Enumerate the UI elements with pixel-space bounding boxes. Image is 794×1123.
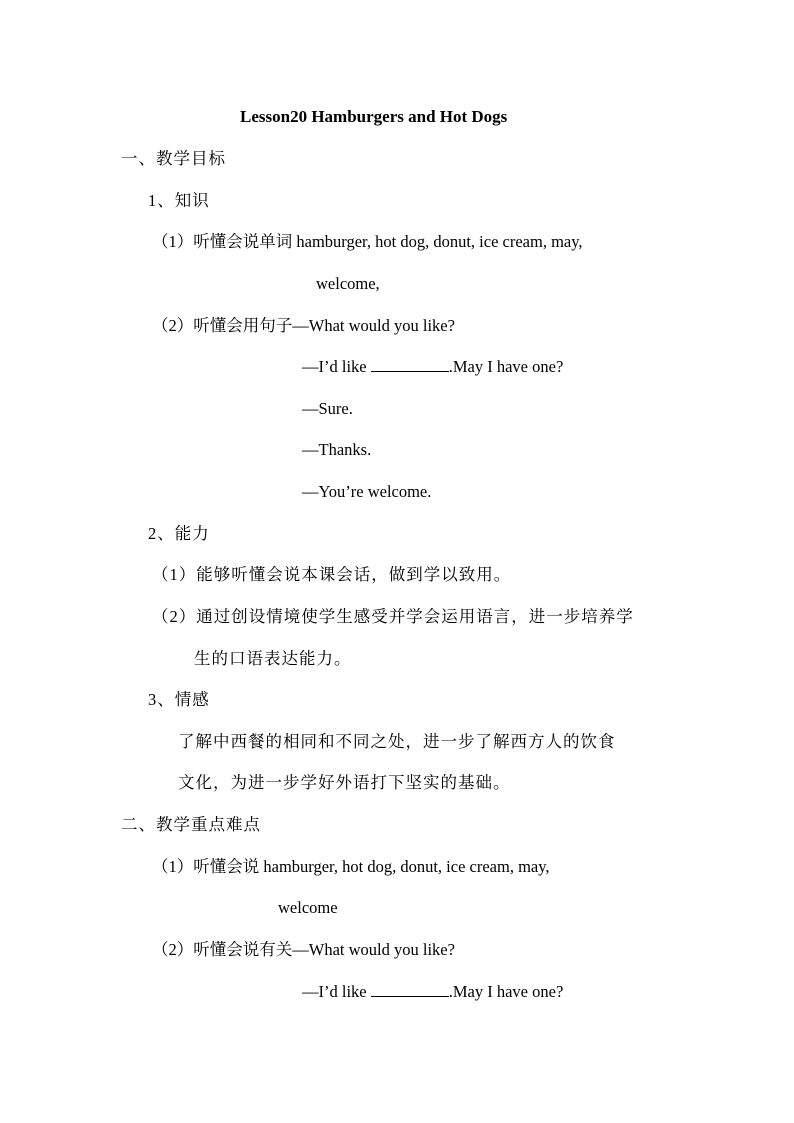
ability-item-2-line-2: 生的口语表达能力。 [194, 649, 352, 668]
knowledge-item-2: （2）听懂会用句子—What would you like? [152, 316, 455, 335]
dialogue-text-end: .May I have one? [448, 357, 564, 376]
fill-in-blank [371, 982, 449, 997]
emotion-line-1: 了解中西餐的相同和不同之处，进一步了解西方人的饮食 [178, 732, 616, 751]
dialogue-text-start: —I’d like [302, 357, 367, 376]
keypoint-item-1-line-2: welcome [278, 898, 338, 917]
knowledge-item-1-line-1: （1）听懂会说单词 hamburger, hot dog, donut, ice cream, may, [152, 232, 583, 251]
section-heading-key-points: 二、教学重点难点 [121, 815, 261, 834]
keypoint-dialogue-id-like [302, 982, 563, 1002]
ability-item-2-line-1: （2）通过创设情境使学生感受并学会运用语言，进一步培养学 [152, 607, 634, 626]
dialogue-line-id-like [302, 357, 563, 377]
subheading-emotion: 3、情感 [148, 690, 210, 709]
dialogue-line-sure: —Sure. [302, 399, 353, 418]
keypoint-item-2: （2）听懂会说有关—What would you like? [152, 940, 455, 959]
section-heading-teaching-goals: 一、教学目标 [121, 149, 226, 168]
dialogue-text-start: —I’d like [302, 982, 367, 1001]
dialogue-line-thanks: —Thanks. [302, 440, 372, 459]
subheading-ability: 2、能力 [148, 524, 210, 543]
dialogue-line-welcome: —You’re welcome. [302, 482, 432, 501]
knowledge-item-1-line-2: welcome, [316, 274, 380, 293]
keypoint-item-1-line-1: （1）听懂会说 hamburger, hot dog, donut, ice cream, may, [152, 857, 550, 876]
fill-in-blank [371, 357, 449, 372]
page-title: Lesson20 Hamburgers and Hot Dogs [240, 107, 508, 126]
dialogue-text-end: .May I have one? [448, 982, 564, 1001]
ability-item-1: （1）能够听懂会说本课会话，做到学以致用。 [152, 565, 512, 584]
emotion-line-2: 文化，为进一步学好外语打下坚实的基础。 [178, 773, 511, 792]
subheading-knowledge: 1、知识 [148, 191, 210, 210]
